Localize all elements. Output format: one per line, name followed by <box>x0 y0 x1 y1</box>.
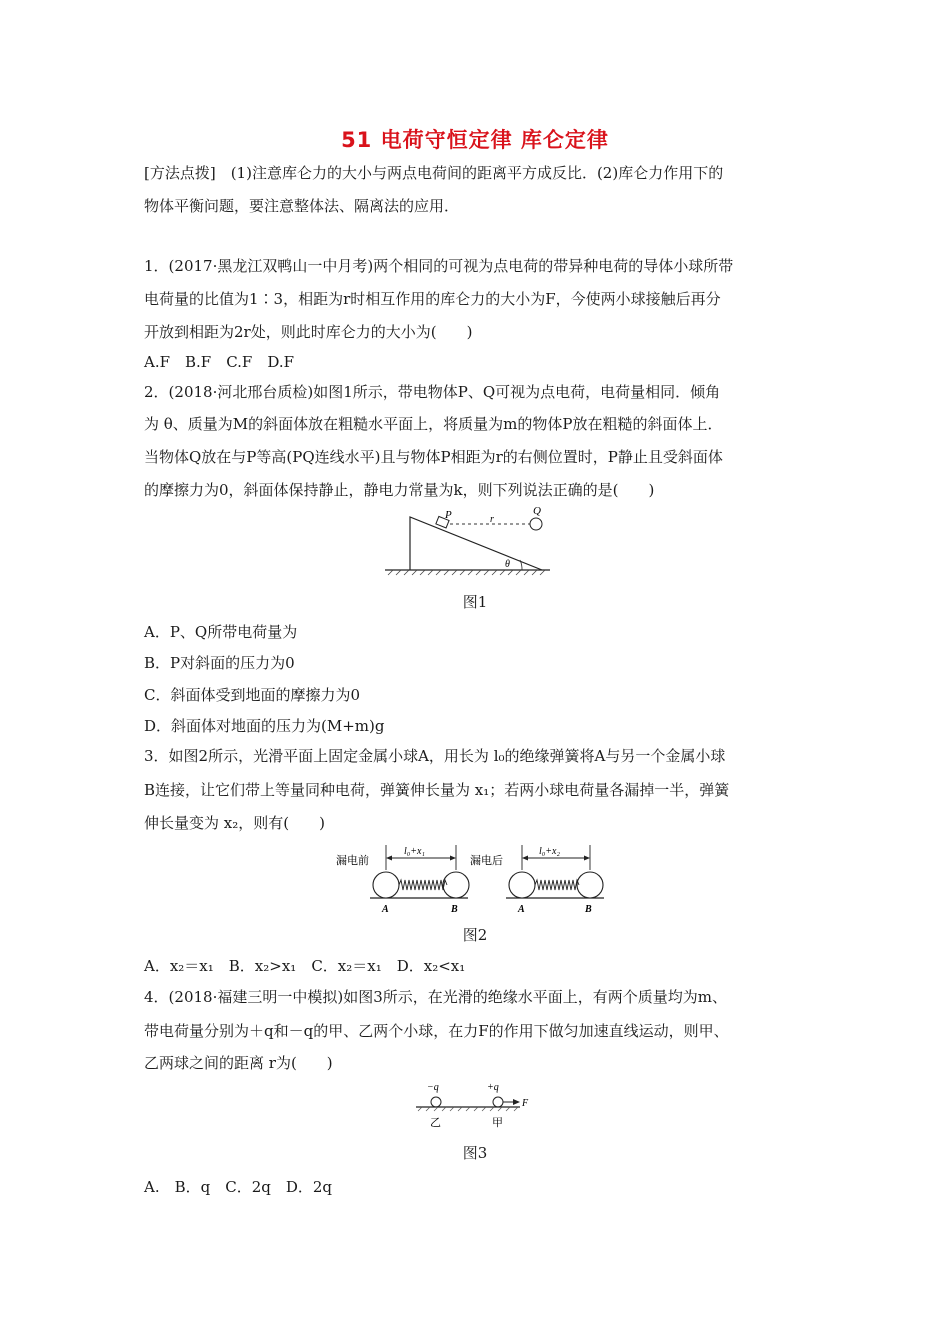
q2-line-2: 为 θ、质量为M的斜面体放在粗糙水平面上，将质量为m的物体P放在粗糙的斜面体上． <box>144 415 723 433</box>
q2-line-4: 的摩擦力为0，斜面体保持静止，静电力常量为k，则下列说法正确的是( ) <box>144 481 655 499</box>
label-after-leak: 漏电后 <box>470 855 503 867</box>
q4-line-3: 乙两球之间的距离 r为( ) <box>144 1054 333 1072</box>
figure-1-incline-diagram <box>380 505 560 577</box>
ball-yi <box>431 1097 441 1107</box>
figure-2-spring-diagram <box>334 840 616 916</box>
figure-3-caption: 图3 <box>462 1144 488 1162</box>
ball-a-after <box>509 872 535 898</box>
q1-options: A.F B.F C.F D.F <box>144 353 294 371</box>
figure-2-caption: 图2 <box>462 926 488 944</box>
label-b-before: B <box>451 904 458 915</box>
label-minus-q: −q <box>427 1082 439 1093</box>
q1-line-2: 电荷量的比值为1∶3，相距为r时相互作用的库仑力的大小为F，今使两小球接触后再分 <box>144 290 721 308</box>
q2-line-1: 2．(2018·河北邢台质检)如图1所示，带电物体P、Q可视为点电荷，电荷量相同．倾角 <box>144 383 721 401</box>
method-tip-line-2: 物体平衡问题，要注意整体法、隔离法的应用． <box>144 197 460 215</box>
dim-after-leak: l₀+x₂ <box>539 846 560 857</box>
ball-a-before <box>373 872 399 898</box>
q2-line-3: 当物体Q放在与P等高(PQ连线水平)且与物体P相距为r的右侧位置时，P静止且受斜面体 <box>144 448 723 466</box>
spring-before <box>399 880 447 890</box>
label-b-after: B <box>585 904 592 915</box>
q1-line-3: 开放到相距为2r处，则此时库仑力的大小为( ) <box>144 323 473 341</box>
label-theta: θ <box>505 559 510 570</box>
q3-options: A．x₂＝x₁ B．x₂>x₁ C．x₂＝x₁ D．x₂<x₁ <box>144 957 466 975</box>
dim-before-leak: l₀+x₁ <box>404 846 425 857</box>
q3-line-3: 伸长量变为 x₂，则有( ) <box>144 814 325 832</box>
label-r: r <box>490 514 494 525</box>
q4-line-2: 带电荷量分别为＋q和－q的甲、乙两个小球，在力F的作用下做匀加速直线运动，则甲、 <box>144 1022 729 1040</box>
page-title: 51 电荷守恒定律 库仑定律 <box>341 128 609 152</box>
q3-line-2: B连接，让它们带上等量同种电荷，弹簧伸长量为 x₁；若两小球电荷量各漏掉一半，弹簧 <box>144 781 730 799</box>
q4-options: A. B．q C．2q D．2q <box>144 1178 333 1196</box>
ball-jia <box>493 1097 503 1107</box>
force-arrow <box>513 1099 520 1105</box>
spring-after <box>535 880 579 890</box>
label-yi: 乙 <box>430 1117 441 1129</box>
q2-option-d: D．斜面体对地面的压力为(M+m)g <box>144 717 385 735</box>
label-plus-q: +q <box>487 1082 499 1093</box>
label-p: P <box>445 509 452 521</box>
q2-option-c: C．斜面体受到地面的摩擦力为0 <box>144 686 361 704</box>
q2-option-a: A．P、Q所带电荷量为 <box>144 623 298 641</box>
figure-3-two-charges-diagram <box>412 1080 537 1132</box>
q3-line-1: 3．如图2所示，光滑平面上固定金属小球A，用长为 l₀的绝缘弹簧将A与另一个金属小球 <box>144 747 726 765</box>
q1-line-1: 1．(2017·黑龙江双鸭山一中月考)两个相同的可视为点电荷的带异种电荷的导体小球所带 <box>144 257 734 275</box>
method-tip-line-1: [方法点拨] (1)注意库仑力的大小与两点电荷间的距离平方成反比．(2)库仑力作用下的 <box>144 164 724 182</box>
label-q: Q <box>533 505 541 517</box>
q4-line-1: 4．(2018·福建三明一中模拟)如图3所示，在光滑的绝缘水平面上，有两个质量均为m、 <box>144 988 727 1006</box>
label-jia: 甲 <box>492 1117 503 1129</box>
label-force-f: F <box>522 1098 529 1109</box>
label-a-after: A <box>518 904 525 915</box>
ball-b-after <box>577 872 603 898</box>
q2-option-b: B．P对斜面的压力为0 <box>144 654 295 672</box>
charge-q-ball <box>530 518 542 530</box>
label-a-before: A <box>382 904 389 915</box>
figure-1-caption: 图1 <box>462 593 488 611</box>
label-before-leak: 漏电前 <box>336 855 369 867</box>
